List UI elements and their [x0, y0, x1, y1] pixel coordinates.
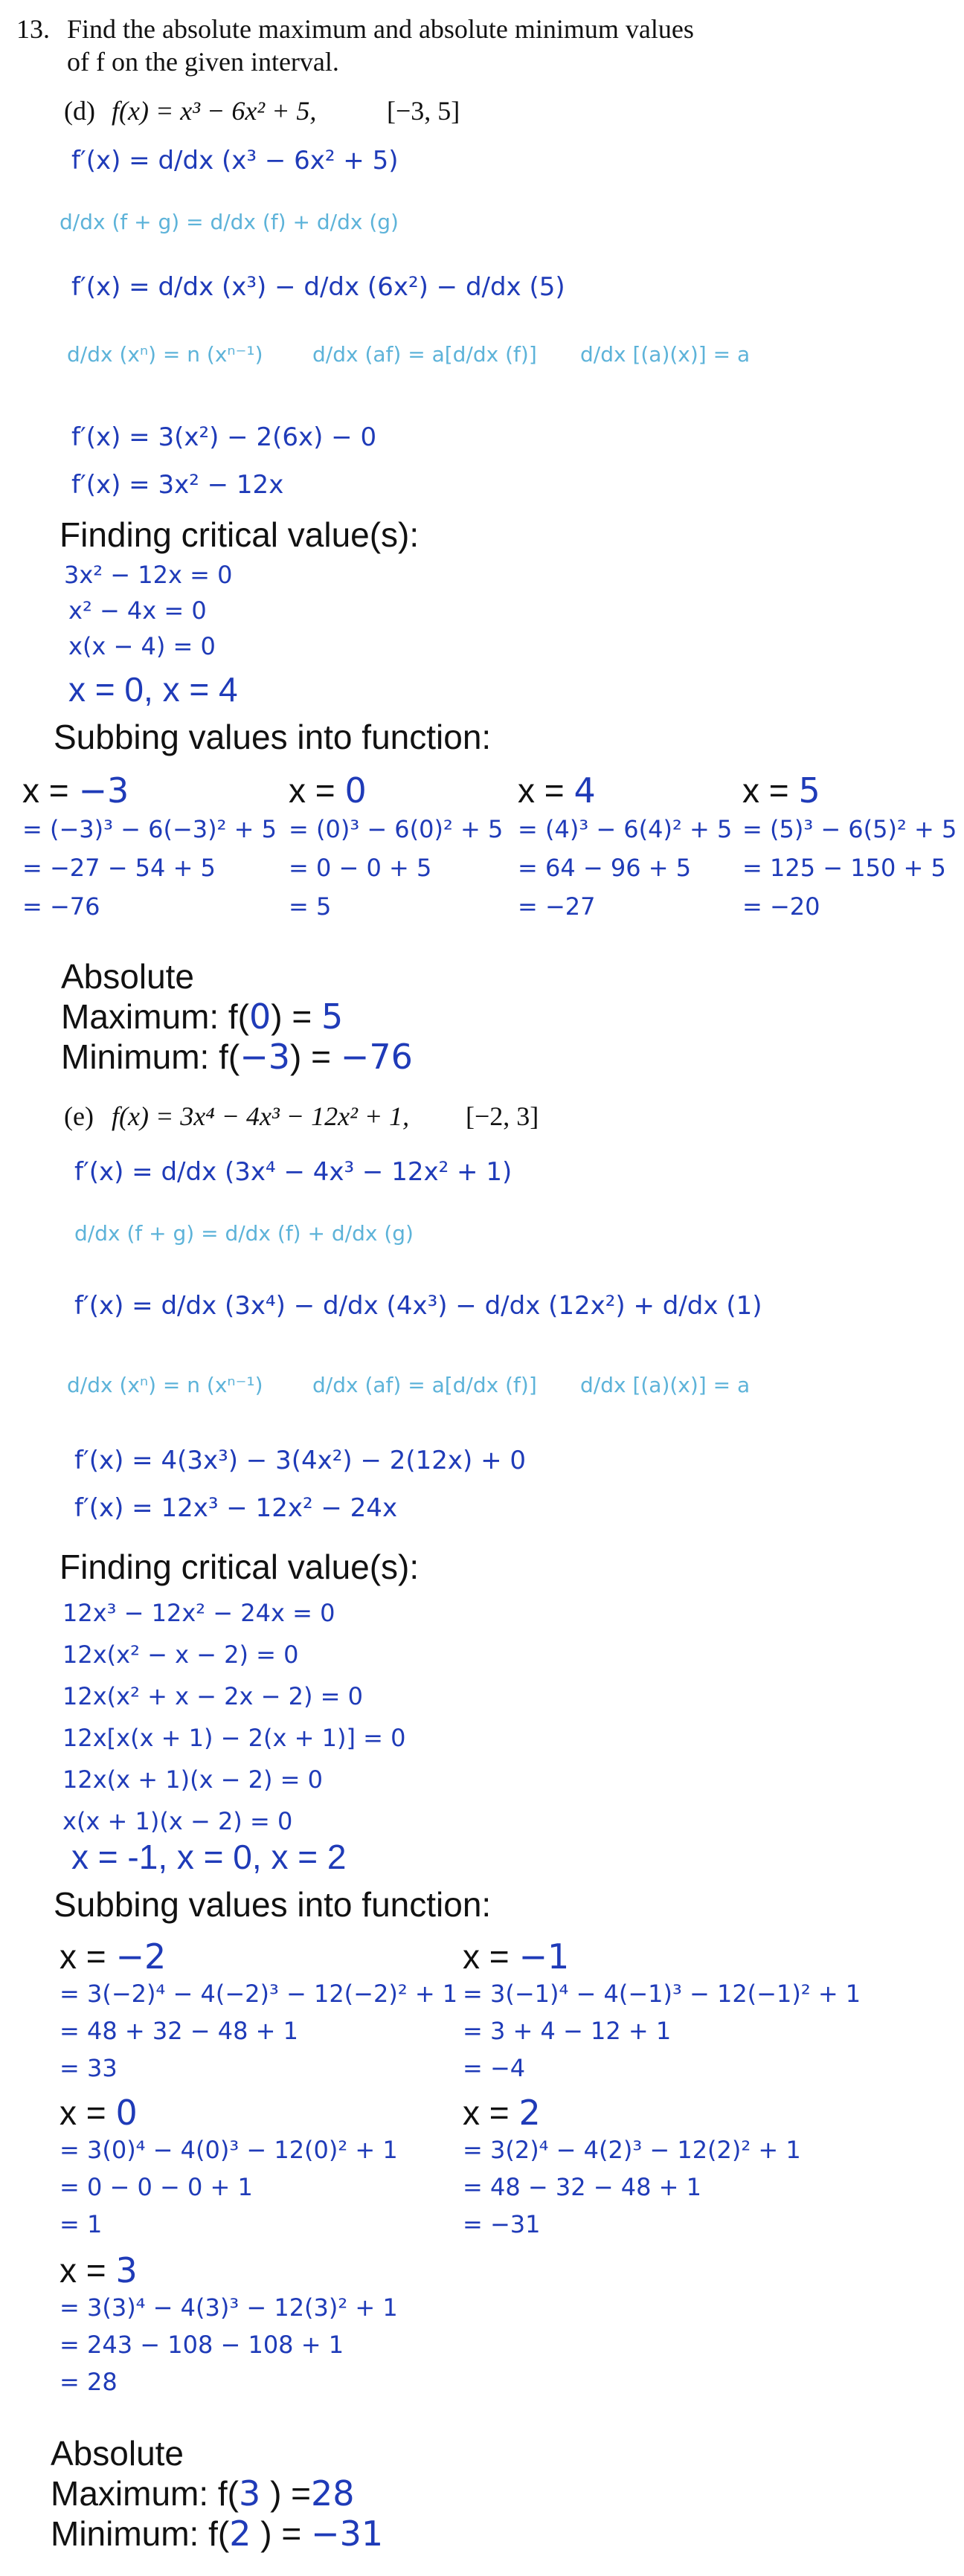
eval-x-prefix: x = [289, 771, 335, 810]
part-e-eval-2 [463, 1936, 861, 2082]
problem-line-1: Find the absolute maximum and absolute minimum values [67, 14, 694, 44]
min-value: −76 [340, 1037, 413, 1077]
part-d-sum-rule: d/dx (f + g) = d/dx (f) + d/dx (g) [60, 210, 399, 234]
part-d-deriv-step-4: f′(x) = 3x² − 12x [71, 470, 284, 500]
eval-x-prefix: x = [518, 771, 565, 810]
min-mid: ) = [260, 2514, 302, 2553]
eval-x-value: −1 [518, 1936, 570, 1977]
part-d-crit-2: x² − 4x = 0 [68, 596, 207, 625]
part-d-deriv-step-2: f′(x) = d/dx (x³) − d/dx (6x²) − d/dx (5) [71, 272, 565, 302]
eval-line: = 243 − 108 − 108 + 1 [60, 2331, 344, 2359]
eval-line: = 3(0)⁴ − 4(0)³ − 12(0)² + 1 [60, 2136, 398, 2164]
max-prefix: Maximum: f( [61, 997, 249, 1036]
eval-x-value: 5 [798, 770, 820, 811]
part-e-const-rule: d/dx [(a)(x)] = a [580, 1373, 751, 1397]
part-e-critical-heading: Finding critical value(s): [60, 1548, 420, 1586]
eval-x-value: 4 [573, 770, 596, 811]
part-d-crit-1: 3x² − 12x = 0 [64, 561, 233, 589]
eval-line: = 3 + 4 − 12 + 1 [463, 2017, 672, 2045]
part-e-abs-heading: Absolute [51, 2434, 184, 2473]
part-d-label: (d) [64, 96, 95, 126]
eval-line: = 64 − 96 + 5 [518, 854, 692, 882]
part-e-eval-5 [60, 2250, 398, 2396]
part-d-abs-heading: Absolute [61, 957, 195, 996]
part-e-deriv-step-1: f′(x) = d/dx (3x⁴ − 4x³ − 12x² + 1) [74, 1157, 512, 1187]
max-mid: ) = [271, 997, 312, 1036]
part-d-crit-3: x(x − 4) = 0 [68, 632, 216, 660]
part-e-label: (e) [64, 1101, 94, 1131]
part-e-eval-3 [60, 2093, 398, 2238]
eval-line: = 125 − 150 + 5 [742, 854, 946, 882]
eval-line: = 28 [60, 2368, 118, 2396]
eval-line: = 0 − 0 + 5 [289, 854, 432, 882]
part-d-function: f(x) = x³ − 6x² + 5, [112, 96, 317, 126]
eval-line: = −27 − 54 + 5 [22, 854, 216, 882]
part-e-minimum [51, 2514, 383, 2554]
eval-line: = 48 + 32 − 48 + 1 [60, 2017, 298, 2045]
eval-line: = (5)³ − 6(5)² + 5 [742, 815, 957, 843]
part-d-critical-heading: Finding critical value(s): [60, 515, 420, 554]
part-e-const-mult-rule: d/dx (af) = a[d/dx (f)] [312, 1373, 537, 1397]
min-x: −3 [240, 1037, 291, 1077]
eval-line: = (0)³ − 6(0)² + 5 [289, 815, 504, 843]
eval-line: = −76 [22, 892, 100, 921]
part-e-interval: [−2, 3] [466, 1101, 539, 1131]
eval-line: = (4)³ − 6(4)² + 5 [518, 815, 733, 843]
min-x: 2 [229, 2514, 251, 2554]
eval-x-prefix: x = [22, 771, 69, 810]
eval-x-prefix: x = [463, 2093, 510, 2132]
eval-line: = −31 [463, 2210, 541, 2238]
eval-line: = 3(−2)⁴ − 4(−2)³ − 12(−2)² + 1 [60, 1980, 458, 2008]
eval-x-prefix: x = [463, 1937, 510, 1976]
part-d-const-mult-rule: d/dx (af) = a[d/dx (f)] [312, 342, 537, 367]
eval-x-value: 0 [344, 770, 367, 811]
part-d-crit-result: x = 0, x = 4 [68, 670, 238, 709]
part-d-power-rule: d/dx (xⁿ) = n (xⁿ⁻¹) [67, 342, 263, 367]
eval-x-value: 0 [115, 2093, 138, 2133]
eval-x-prefix: x = [60, 2251, 106, 2290]
eval-line: = 5 [289, 892, 332, 921]
eval-x-prefix: x = [60, 2093, 106, 2132]
part-e-sum-rule: d/dx (f + g) = d/dx (f) + d/dx (g) [74, 1221, 414, 1246]
part-e-deriv-step-3: f′(x) = 4(3x³) − 3(4x²) − 2(12x) + 0 [74, 1446, 527, 1475]
crit-line: 12x(x² + x − 2x − 2) = 0 [62, 1682, 363, 1710]
eval-x-value: −2 [115, 1936, 167, 1977]
eval-line: = 3(3)⁴ − 4(3)³ − 12(3)² + 1 [60, 2293, 398, 2322]
max-prefix: Maximum: f( [51, 2474, 239, 2513]
part-e-eval-4 [463, 2093, 801, 2238]
crit-line: 12x³ − 12x² − 24x = 0 [62, 1599, 335, 1627]
max-mid: ) = [270, 2474, 312, 2513]
part-d-eval-col-3 [518, 770, 732, 921]
part-d-deriv-step-3: f′(x) = 3(x²) − 2(6x) − 0 [71, 422, 377, 452]
max-x: 3 [239, 2473, 261, 2514]
part-e-power-rule: d/dx (xⁿ) = n (xⁿ⁻¹) [67, 1373, 263, 1397]
eval-line: = 48 − 32 − 48 + 1 [463, 2173, 701, 2201]
min-value: −31 [311, 2514, 384, 2554]
eval-line: = 3(−1)⁴ − 4(−1)³ − 12(−1)² + 1 [463, 1980, 861, 2008]
part-d-eval-col-1 [22, 770, 277, 921]
eval-x-prefix: x = [742, 771, 789, 810]
min-mid: ) = [290, 1037, 332, 1076]
eval-line: = −4 [463, 2054, 526, 2082]
problem-number: 13. [16, 14, 50, 44]
max-value: 28 [311, 2473, 355, 2514]
part-e-deriv-step-2: f′(x) = d/dx (3x⁴) − d/dx (4x³) − d/dx (12x²) + d/dx (1) [74, 1291, 762, 1321]
eval-line: = 33 [60, 2054, 118, 2082]
part-e-crit-lines [62, 1599, 405, 1849]
eval-x-value: 3 [115, 2250, 138, 2290]
problem-line-2: of f on the given interval. [67, 47, 339, 77]
part-e-eval-1 [60, 1936, 457, 2082]
max-value: 5 [321, 996, 344, 1037]
part-d-interval: [−3, 5] [387, 96, 460, 126]
max-x: 0 [249, 996, 271, 1037]
part-e-subbing-heading: Subbing values into function: [54, 1885, 492, 1924]
eval-line: = (−3)³ − 6(−3)² + 5 [22, 815, 277, 843]
min-prefix: Minimum: f( [61, 1037, 240, 1076]
crit-line: 12x[x(x + 1) − 2(x + 1)] = 0 [62, 1724, 406, 1752]
part-d-subbing-heading: Subbing values into function: [54, 718, 492, 756]
eval-line: = −20 [742, 892, 820, 921]
part-e-function: f(x) = 3x⁴ − 4x³ − 12x² + 1, [112, 1101, 410, 1131]
part-d-deriv-step-1: f′(x) = d/dx (x³ − 6x² + 5) [71, 146, 399, 176]
eval-line: = 0 − 0 − 0 + 1 [60, 2173, 253, 2201]
eval-x-prefix: x = [60, 1937, 106, 1976]
part-e-deriv-step-4: f′(x) = 12x³ − 12x² − 24x [74, 1493, 398, 1523]
part-d-eval-col-4 [742, 770, 957, 921]
crit-line: 12x(x² − x − 2) = 0 [62, 1640, 299, 1669]
part-d-const-rule: d/dx [(a)(x)] = a [580, 342, 751, 367]
eval-line: = 3(2)⁴ − 4(2)³ − 12(2)² + 1 [463, 2136, 801, 2164]
part-e-maximum [51, 2473, 355, 2514]
eval-x-value: −3 [78, 770, 129, 811]
part-d-eval-col-2 [289, 770, 503, 921]
min-prefix: Minimum: f( [51, 2514, 230, 2553]
crit-line: x(x + 1)(x − 2) = 0 [62, 1807, 293, 1835]
part-d-maximum [61, 996, 343, 1037]
eval-x-value: 2 [518, 2093, 541, 2133]
part-e-crit-result: x = -1, x = 0, x = 2 [71, 1838, 347, 1876]
crit-line: 12x(x + 1)(x − 2) = 0 [62, 1765, 324, 1794]
eval-line: = 1 [60, 2210, 103, 2238]
part-d-minimum [61, 1037, 413, 1077]
eval-line: = −27 [518, 892, 596, 921]
